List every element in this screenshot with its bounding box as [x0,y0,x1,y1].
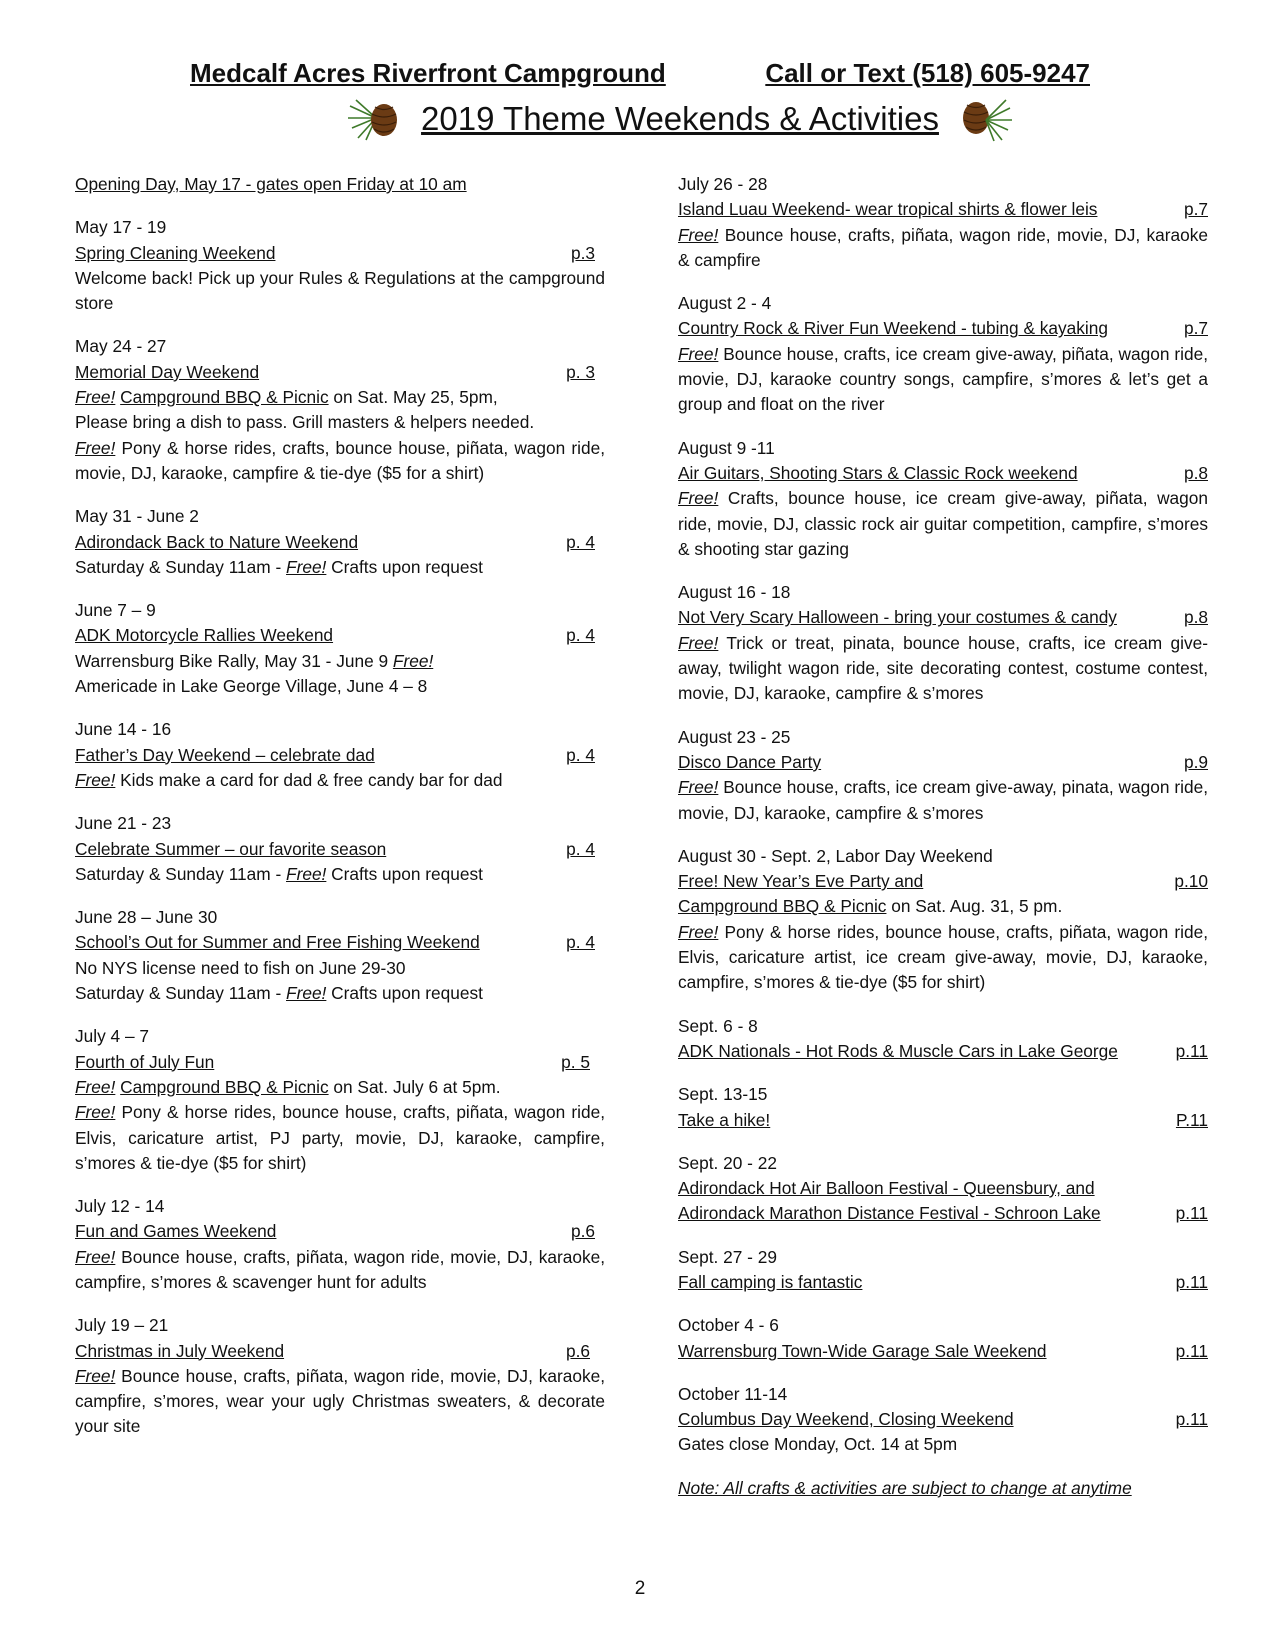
event-date: August 9 -11 [678,437,775,458]
event-page: p.6 [570,1221,595,1242]
event-page: p.7 [1183,199,1208,220]
event-page: p.9 [1183,751,1208,772]
activities-text: Trick or treat, pinata, bounce house, crafts, ice cream give-away, twilight wagon ride, site decorating contest, costume contest, movie, DJ, karaoke, campfire & s’mores [678,632,1208,704]
event-title: Warrensburg Town-Wide Garage Sale Weekend [678,1340,1047,1361]
event-description [75,436,605,487]
event-page: p.10 [1174,871,1208,892]
event-title-line [75,530,595,555]
event-title-line [678,316,1208,341]
free-label: Free! [678,343,719,364]
event-date: July 26 - 28 [678,174,768,194]
event-entry [75,811,605,887]
event-description [678,342,1208,418]
free-label: Free! [286,983,327,1004]
bbq-label: Campground BBQ & Picnic [120,387,329,408]
event-title: Fourth of July Fun [75,1051,215,1072]
event-title-line [678,750,1208,775]
event-date: May 31 - June 2 [75,506,199,527]
event-title: Take a hike! [678,1109,771,1130]
event-title-line [75,837,595,862]
event-bbq-line [678,894,1208,919]
event-title-line [75,743,595,768]
event-date: August 2 - 4 [678,293,772,314]
event-date: June 21 - 23 [75,813,172,834]
event-description [678,920,1208,996]
event-description: Welcome back! Pick up your Rules & Regulations at the campground store [75,267,605,314]
event-title: Fun and Games Weekend [75,1221,277,1242]
event-description [75,1100,605,1176]
title-row [340,96,1020,152]
event-date: June 28 – June 30 [75,907,218,928]
event-date: June 7 – 9 [75,600,156,621]
event-description [75,768,605,793]
event-entry [678,1313,1208,1364]
event-date: October 11-14 [678,1383,788,1404]
free-label: Free! [678,224,719,245]
event-page: p.11 [1175,1340,1208,1361]
activities-text: Bounce house, crafts, piñata, wagon ride, movie, DJ, karaoke, campfire, s’mores, wear your ugly Christmas sweaters, & decorate your site [75,1365,605,1437]
contact-phone: Call or Text (518) 605-9247 [765,58,1090,88]
page-title: 2019 Theme Weekends & Activities [421,100,939,137]
event-date: Sept. 13-15 [678,1084,768,1105]
event-note: Americade in Lake George Village, June 4 – 8 [75,676,428,697]
event-description: Gates close Monday, Oct. 14 at 5pm [678,1434,958,1455]
bbq-detail: on Sat. May 25, 5pm, [328,387,498,408]
free-label: Free! [75,1246,116,1267]
event-date: May 17 - 19 [75,217,167,238]
event-title: Fall camping is fantastic [678,1271,863,1292]
bbq-detail: on Sat. July 6 at 5pm. [328,1076,501,1097]
event-date: August 23 - 25 [678,726,791,747]
schedule-text: Saturday & Sunday 11am - [75,863,287,884]
event-description [75,1364,605,1440]
event-title: Not Very Scary Halloween - bring your costumes & candy [678,607,1117,628]
activities-text: Bounce house, crafts, piñata, wagon ride, movie, DJ, karaoke, campfire, s’mores & scavenger hunt for adults [75,1246,605,1292]
bbq-label: Campground BBQ & Picnic [120,1076,329,1097]
event-description [678,631,1208,707]
event-page: p. 3 [566,361,595,382]
event-entry [75,598,605,699]
schedule-text: Saturday & Sunday 11am - [75,556,287,577]
event-entry [678,1382,1208,1458]
event-date: July 4 – 7 [75,1026,149,1047]
event-entry [678,725,1208,826]
free-label: Free! [678,921,719,942]
event-title: ADK Nationals - Hot Rods & Muscle Cars in Lake George [678,1040,1118,1061]
event-entry [75,905,605,1006]
event-date: May 24 - 27 [75,336,167,357]
event-title: Air Guitars, Shooting Stars & Classic Rock weekend [678,462,1078,483]
event-description [75,1245,605,1296]
bbq-label: Campground BBQ & Picnic [678,896,887,917]
event-title-line [678,605,1208,630]
event-title: Disco Dance Party [678,751,822,772]
event-title-line [678,1108,1208,1133]
event-title: Free! New Year’s Eve Party and [678,871,924,892]
event-page: p.11 [1175,1409,1208,1430]
event-page: p. 4 [566,625,595,646]
free-label: Free! [75,1076,116,1097]
event-title-line [678,1039,1208,1064]
event-title-line [75,930,595,955]
event-title: Country Rock & River Fun Weekend - tubing & kayaking [678,318,1108,339]
event-title-line [75,1050,590,1075]
event-page: p. 4 [566,531,595,552]
free-label: Free! [286,556,327,577]
event-entry [75,215,605,316]
event-title-line [75,1339,590,1364]
event-title: School’s Out for Summer and Free Fishing Weekend [75,932,480,953]
event-page: p.3 [570,242,595,263]
free-label: Free! [678,777,719,798]
activities-text: Kids make a card for dad & free candy bar for dad [115,769,503,790]
free-label: Free! [678,488,719,509]
event-title-line [678,197,1208,222]
event-description [75,555,605,580]
event-title: Island Luau Weekend- wear tropical shirts & flower leis [678,199,1098,220]
pinecone-icon [348,98,404,142]
activities-text: Pony & horse rides, bounce house, crafts, piñata, wagon ride, Elvis, caricature artist, ice cream give-away, movie, DJ, karaoke, campfire, s’mores & tie-dye ($5 for shirt) [678,921,1208,993]
event-title: Christmas in July Weekend [75,1340,285,1361]
event-title-line [75,241,595,266]
bbq-detail: on Sat. Aug. 31, 5 pm. [886,896,1063,917]
right-column [678,172,1208,1501]
event-date: Sept. 6 - 8 [678,1015,758,1036]
free-label: Free! [75,769,116,790]
event-description [678,775,1208,826]
page-header [190,58,1090,94]
event-entry [678,436,1208,562]
event-page: P.11 [1175,1109,1208,1130]
opening-day [75,172,605,197]
free-label: Free! [75,387,116,408]
activities-text: Crafts upon request [326,556,483,577]
event-title: Adirondack Hot Air Balloon Festival - Queensbury, and [678,1178,1095,1199]
activities-text: Crafts, bounce house, ice cream give-away, piñata, wagon ride, movie, DJ, classic rock air guitar competition, campfire, s’mores & shooting star gazing [678,488,1208,559]
event-title-line [678,1407,1208,1432]
activities-text: Pony & horse rides, crafts, bounce house, piñata, wagon ride, movie, DJ, karaoke, campfire & tie-dye ($5 for a shirt) [75,437,605,483]
event-entry [75,334,605,486]
free-label: Free! [75,1365,116,1386]
event-entry [75,717,605,793]
activities-text: Crafts upon request [326,863,483,884]
left-column [75,172,605,1458]
event-entry [678,1082,1208,1133]
event-date: July 12 - 14 [75,1196,165,1217]
campground-name: Medcalf Acres Riverfront Campground [190,58,666,88]
event-entry [678,1014,1208,1065]
event-page: p.8 [1183,462,1208,483]
event-entry [678,172,1208,273]
event-date: August 30 - Sept. 2, Labor Day Weekend [678,845,993,866]
event-page: p. 4 [566,932,595,953]
event-title-line [678,869,1208,894]
free-label: Free! [678,632,719,653]
event-page: p.8 [1183,607,1208,628]
event-page: p.11 [1175,1203,1208,1224]
event-title-line [678,1201,1208,1226]
event-entry [678,580,1208,706]
event-entry [75,1313,605,1439]
activities-text: Pony & horse rides, bounce house, crafts, piñata, wagon ride, Elvis, caricature artist, PJ party, movie, DJ, karaoke, campfire, s’mores & tie-dye ($5 for shirt) [75,1102,605,1173]
event-entry [678,1245,1208,1296]
event-bbq-line [75,385,605,410]
rally-text: Warrensburg Bike Rally, May 31 - June 9 [75,650,393,671]
free-label: Free! [75,437,116,458]
event-entry [678,1151,1208,1227]
event-page: p. 5 [561,1051,590,1072]
event-page: p.11 [1175,1040,1208,1061]
event-description [678,223,1208,274]
event-title-line [678,461,1208,486]
event-page: p.11 [1175,1271,1208,1292]
event-title: Celebrate Summer – our favorite season [75,838,387,859]
event-description [75,981,605,1006]
event-page: p.7 [1183,318,1208,339]
event-note: Please bring a dish to pass. Grill masters & helpers needed. [75,412,535,433]
event-title: Adirondack Marathon Distance Festival - Schroon Lake [678,1203,1101,1224]
event-date: Sept. 20 - 22 [678,1152,777,1173]
activities-text: Bounce house, crafts, ice cream give-away, piñata, wagon ride, movie, DJ, karaoke country songs, campfire, s’mores & let’s get a group and float on the river [678,343,1208,415]
event-title-line [75,360,595,385]
free-label: Free! [75,1102,116,1123]
event-page: p. 4 [566,744,595,765]
activities-text: Bounce house, crafts, ice cream give-away, pinata, wagon ride, movie, DJ, karaoke, campfire & s’mores [678,777,1208,823]
schedule-text: Saturday & Sunday 11am - [75,983,287,1004]
event-title: Memorial Day Weekend [75,361,260,382]
event-title-line [75,1219,595,1244]
event-title-line [678,1339,1208,1364]
event-page: p. 4 [566,838,595,859]
activities-text: Crafts upon request [326,983,483,1004]
disclaimer-note: Note: All crafts & activities are subject to change at anytime [678,1477,1132,1498]
activities-text: Bounce house, crafts, piñata, wagon ride, movie, DJ, karaoke & campfire [678,224,1208,270]
event-date: June 14 - 16 [75,719,172,740]
page-number: 2 [634,1578,646,1599]
event-title-line [75,623,595,648]
event-date: Sept. 27 - 29 [678,1246,777,1267]
event-title: Father’s Day Weekend – celebrate dad [75,744,375,765]
pinecone-icon [956,98,1012,142]
event-entry [75,1194,605,1295]
event-description [75,862,605,887]
event-title-line [678,1270,1208,1295]
event-title: ADK Motorcycle Rallies Weekend [75,625,334,646]
event-description [678,486,1208,562]
event-date: August 16 - 18 [678,582,791,603]
event-title: Spring Cleaning Weekend [75,242,276,263]
free-label: Free! [392,650,434,671]
event-entry [678,291,1208,417]
free-label: Free! [286,863,327,884]
event-page: p.6 [565,1340,590,1361]
event-note: No NYS license need to fish on June 29-30 [75,957,406,978]
opening-day-text: Opening Day, May 17 - gates open Friday at 10 am [75,174,467,194]
event-description [75,649,605,674]
event-title: Columbus Day Weekend, Closing Weekend [678,1409,1014,1430]
event-title: Adirondack Back to Nature Weekend [75,531,359,552]
event-bbq-line [75,1075,605,1100]
event-date: July 19 – 21 [75,1315,169,1336]
event-entry [75,1024,605,1176]
event-entry [678,844,1208,996]
event-date: October 4 - 6 [678,1315,779,1336]
event-entry [75,504,605,580]
